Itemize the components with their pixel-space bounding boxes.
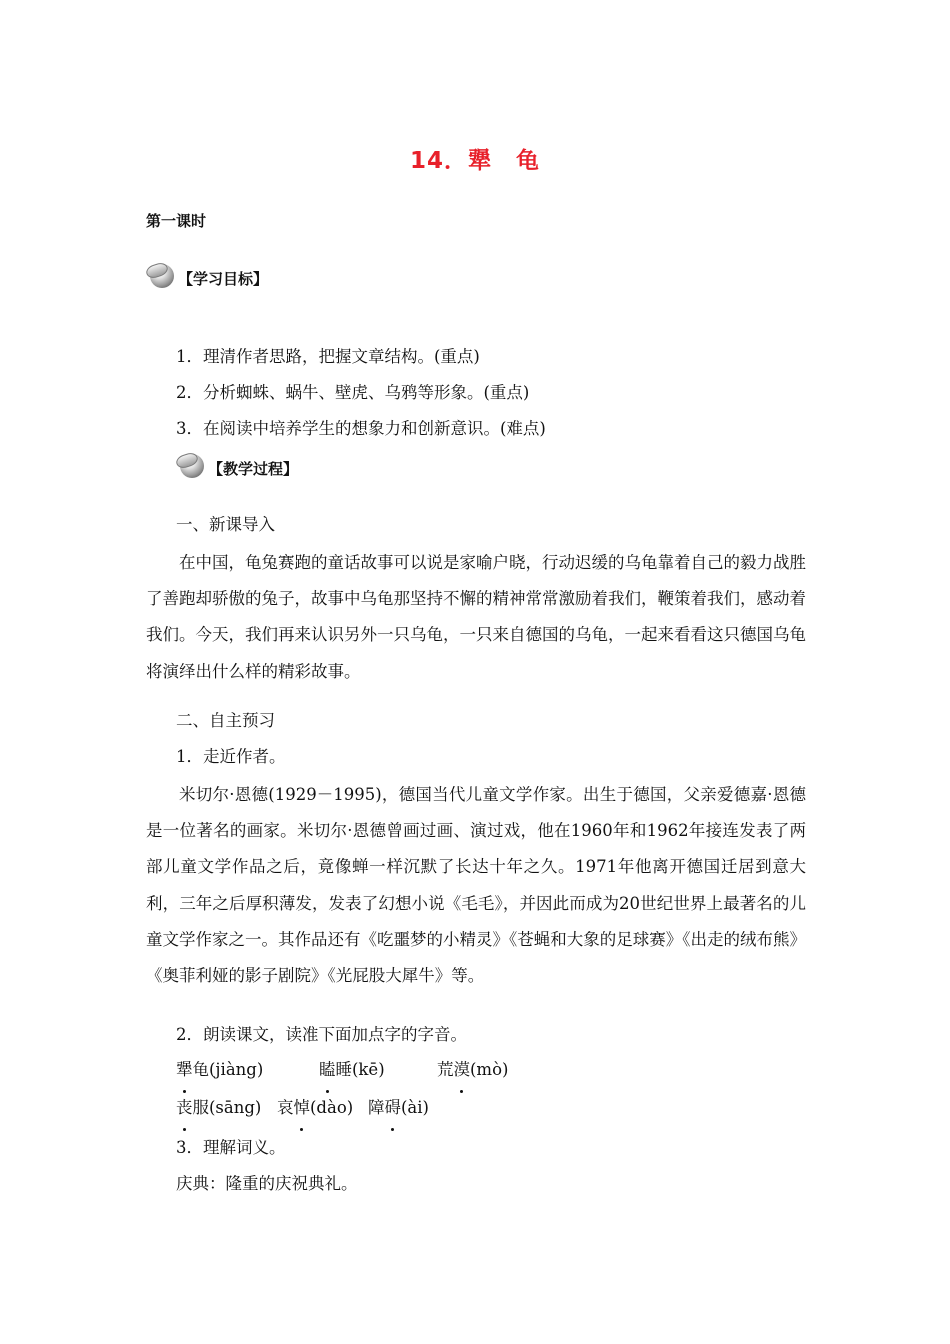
goals-heading: 【学习目标】 [178,270,269,288]
definition-line: 庆典：隆重的庆祝典礼。 [176,1174,358,1193]
dotted-character: 悼 [294,1090,311,1126]
process-section-heading [176,452,298,480]
pinyin: (dào) [310,1098,354,1117]
preview-item-1: 1．走近作者。 [176,747,286,766]
preview-item-3: 3．理解词义。 [176,1138,286,1157]
goal-item: 1．理清作者思路，把握文章结构。(重点) [176,347,480,366]
process-heading: 【教学过程】 [208,460,299,478]
sphere-bullet-icon [146,262,176,290]
pronunciation-entry: 荒漠(mò) [437,1052,508,1088]
pronunciation-entry: 丧服(sāng) [176,1090,261,1126]
dotted-character: 碍 [385,1090,402,1126]
dotted-character: 丧 [176,1090,193,1126]
sphere-bullet-icon [176,452,206,480]
goal-item: 3．在阅读中培养学生的想象力和创新意识。(难点) [176,419,546,438]
pinyin: (ài) [401,1098,429,1117]
goals-section-heading [146,262,268,290]
pinyin: (mò) [470,1060,509,1079]
pinyin: (sāng) [209,1098,262,1117]
pronunciation-entry: 哀悼(dào) [277,1090,353,1126]
section-heading-intro: 一、新课导入 [176,515,275,534]
preview-item-2: 2．朗读课文，读准下面加点字的字音。 [176,1025,467,1044]
pronunciation-entry: 犟龟(jiàng) [176,1052,263,1088]
dotted-character: 犟 [176,1052,193,1088]
intro-paragraph: 在中国，龟兔赛跑的童话故事可以说是家喻户晓，行动迟缓的乌龟靠着自己的毅力战胜了善跑却骄傲的兔子，故事中乌龟那坚持不懈的精神常常激励着我们，鞭策着我们，感动着我们。今天，我们再来认识另外一只乌龟，一只来自德国的乌龟，一起来看看这只德国乌龟将演绎出什么样的精彩故事。 [146,553,806,681]
lesson-label: 第一课时 [146,212,207,230]
dotted-character: 漠 [454,1052,471,1088]
author-paragraph: 米切尔·恩德(1929－1995)，德国当代儿童文学作家。出生于德国，父亲爱德嘉·恩德是一位著名的画家。米切尔·恩德曾画过画、演过戏，他在1960年和1962年接连发表了两部儿童文学作品之后，竟像蝉一样沉默了长达十年之久。1971年他离开德国迁居到意大利，三年之后厚积薄发，发表了幻想小说《毛毛》，并因此而成为20世纪世界上最著名的儿童文学作家之一。其作品还有《吃噩梦的小精灵》《苍蝇和大象的足球赛》《出走的绒布熊》《奥菲利娅的影子剧院》《光屁股大犀牛》等。 [146,785,806,986]
dotted-character: 瞌 [319,1052,336,1088]
pinyin: (jiàng) [209,1060,264,1079]
pinyin: (kē) [352,1060,385,1079]
goal-item: 2．分析蜘蛛、蜗牛、壁虎、乌鸦等形象。(重点) [176,383,530,402]
pronunciation-entry: 障碍(ài) [368,1090,429,1126]
section-heading-preview: 二、自主预习 [176,711,275,730]
page-title: 14．犟 龟 [409,148,540,174]
pronunciation-entry: 瞌睡(kē) [319,1052,385,1088]
